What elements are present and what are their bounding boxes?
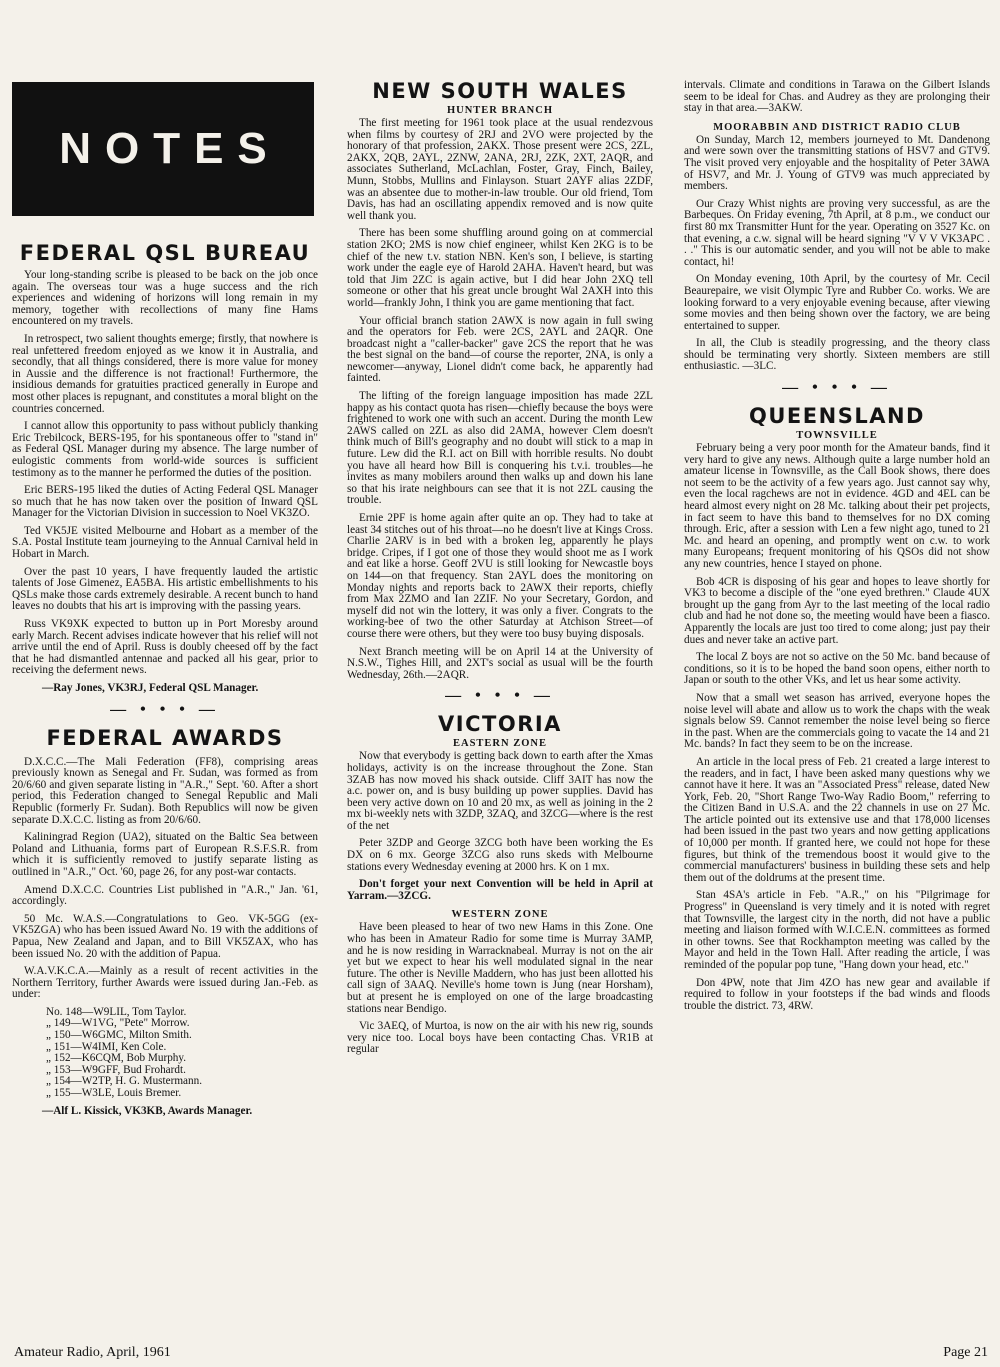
section-title: QUEENSLAND: [749, 404, 925, 429]
article-paragraph: February being a very poor month for the Amateur bands, find it very hard to give any news. Although quite a large number hold an amateur license in Townsville, as the Call Book shows, there does not seem to be the activity of a few years ago. Just cannot say why, even the local ragchews are not in evidence. 4GD and 4EL can be heard almost every night on 28 Mc. talking about their pet projects, in fact seem to have this band to themselves for no DX coming through. Eric, after a session with Len a few night ago, tuned to 21 Mc. and heard an opening, and promptly went on c.w. to work many Europeans; frequent monitoring of his QSOs did not show any new countries, hence I stayed on phone.: [684, 442, 990, 570]
list-item: „ 149—W1VG, "Pete" Morrow.: [46, 1017, 190, 1030]
section-subtitle: MOORABBIN AND DISTRICT RADIO CLUB: [713, 121, 961, 133]
article-paragraph: Bob 4CR is disposing of his gear and hopes to leave shortly for VK3 to become a disciple of the "one eyed brethren." Claude 4UX brought up the gang from Ayr to the last meeting of the local radio club and had he not done so, the meeting would have been a fiasco. Apparently the locals are just too tired to come along; just pay their dues and never take an active part.: [684, 575, 990, 646]
queensland-section: [684, 403, 990, 1012]
section-subtitle: WESTERN ZONE: [451, 909, 549, 921]
column-right: [684, 0, 990, 1018]
article-paragraph: The lifting of the foreign language imposition has made 2ZL happy as his contact quota has risen—chiefly because the boys were frightened to work one with such an accent. During the month Lew 2AWS called on 2ZL as also did 2AMA, however Clem doesn't think much of Bill's geography and no doubt will stick to a map in future. Lew did the R.I. act on Bill with horrible results. No doubt you have all heard how Bill is conquering his t.v.i. troubles—he invites as many mobilers around then walks up and down his lane so that his irate neighbours can see that it is not 2ZL causing the trouble.: [347, 390, 653, 507]
list-item: No. 148—W9LIL, Tom Taylor.: [46, 1005, 187, 1018]
article-paragraph: Have been pleased to hear of two new Hams in this Zone. One who has been in Amateur Radio for some time is Murray 3AMP, and he is now residing in Warracknabeal. Murray is not on the air yet but we expect to hear his well modulated signal in the near future. The other is Neville Maddern, who has just been allotted his call sign of 3AAQ. Neville's home town is Jung (near Horsham), but at present he is employed on one of the large broadcasting stations near Bendigo.: [347, 921, 653, 1015]
list-item: „ 151—W4IMI, Ken Cole.: [46, 1040, 167, 1053]
federal-awards-section: [12, 725, 318, 1118]
article-paragraph: Your official branch station 2AWX is now again in full swing and the operators for Feb. were 2CS, 2AYL and 2AQR. One broadcast night a "caller-backer" gave 2CS the report that he was the best signal on the band—of course the reporter, 2NA, is only a newcomer—anyway, Lionel didn't come back, he apparently had fainted.: [347, 314, 653, 385]
article-paragraph: Kaliningrad Region (UA2), situated on the Baltic Sea between Poland and Lithuania, forms part of European R.S.F.S.R. from which it is sufficiently removed to justify separate listing as outlined in "A.R.," Oct. '60, page 26, for any post-war contacts.: [12, 831, 318, 878]
federal-qsl-section: [12, 240, 318, 695]
nsw-section: [347, 78, 653, 681]
notice: Don't forget your next Convention will be held in April at Yarram.—3ZCG.: [347, 878, 653, 902]
article-paragraph: In all, the Club is steadily progressing, and the theory class should be terminating very shortly. Sixteen members are still enthusiastic. —3LC.: [684, 337, 990, 373]
article-paragraph: Ted VK5JE visited Melbourne and Hobart as a member of the S.A. Postal Institute team journeying to the Annual Carnival held in Hobart in March.: [12, 524, 318, 561]
article-paragraph: On Sunday, March 12, members journeyed to Mt. Dandenong and were sown over the transmitting stations of HSV7 and GTV9. The visit proved very enjoyable and the hospitality of Peter 3AWA of HSV7, and Mr. J. Young of GTV9 was much appreciated by members.: [684, 133, 990, 193]
article-paragraph: Ernie 2PF is home again after quite an op. They had to take at least 34 stitches out of his throat—no he doesn't live at Kings Cross. Charlie 2ARV is in bed with a broken leg, apparently he plays bridge. Cripes, if I got one of those they would shoot me as I work and eat like a horse. Geoff 2VU is still looking for Newcastle boys on 144—on that frequency. Stan 2AYL does the monitoring on Monday nights and reports back to 2AWX their reports, chiefly from Max 2ZMO and Ian 2ZIF. No your Secretary, Gordon, and myself did not win the lottery, it was only a fiver. Congrats to the working-bee of two the other Saturday at Atchison Street—of course there were others, but they were too busy buying disposals.: [347, 512, 653, 640]
article-paragraph: In retrospect, two salient thoughts emerge; firstly, that nowhere is real unfettered freedom enjoyed as we know it in Australia, and secondly, that all things considered, there is more value for money in Aussie and the difference is not fractional! Furthermore, the insidious demands for gratuities practiced generally in Europe and most other places is repugnant, and constitutes a moral blight on the countries concerned.: [12, 332, 318, 415]
article-paragraph: Now that everybody is getting back down to earth after the Xmas holidays, activity is on the increase throughout the Zone. Stan 3ZAB has now moved his shack outside. Cliff 3AIT has now the a.c. power on, and is busy building up power supplies. David has been very active down on 10 and 20 mx, as well as joining in the 2 mx bi-weekly nets with 3ZDP, 3ZAQ, and 3ZCG—where is the rest of the net: [347, 750, 653, 832]
footer-publication: Amateur Radio, April, 1961: [14, 1345, 171, 1360]
moorabbin-section: [684, 121, 990, 373]
article-paragraph: Next Branch meeting will be on April 14 at the University of N.S.W., Tighes Hill, and 2XT's social as usual will be the fourth Wednesday, 26th.—2AQR.: [347, 645, 653, 681]
column-left: [12, 0, 318, 1123]
list-item: „ 152—K6CQM, Bob Murphy.: [46, 1052, 187, 1065]
victoria-section: [347, 711, 653, 1056]
article-paragraph: An article in the local press of Feb. 21 created a large interest to the readers, and in fact, I have been asked many questions why we cannot have it here. It was an "Associated Press" release, dated New York, Feb. 20, "Short Range Two-Way Radio Boom," referring to the Citizen Band in U.S.A. and the 22 channels in use on 27 Mc. The article pointed out its extensive use and that 178,000 licenses had been issued in the past two years and now getting applications of 10,000 per month. If granted here, we could not hope for these figures, but think of the tremendous boost it would give to the commercial manufacturers' business in building these sets and help them out of the doldrums at the present time.: [684, 755, 990, 884]
list-item: „ 150—W6GMC, Milton Smith.: [46, 1029, 192, 1042]
section-title: FEDERAL QSL BUREAU: [19, 241, 311, 265]
column-middle: [347, 0, 653, 1062]
article-paragraph: Stan 4SA's article in Feb. "A.R.," on his "Pilgrimage for Progress" in Queensland is very timely and it is noted with regret that Townsville, the largest city in the north, did not have a public meeting and liaison formed with W.I.C.E.N. committees as formed in other towns. See that Rockhampton meeting was called by the Mayor and held in the Town Hall. After reading the article, I was reminded of the popular pop tune, "Hang down your head, etc.": [684, 889, 990, 971]
article-paragraph: Don 4PW, note that Jim 4ZO has new gear and available if required to follow in your footsteps if the bad winds and floods trouble the district. 73, 4RW.: [684, 976, 990, 1012]
section-title: FEDERAL AWARDS: [46, 725, 284, 750]
article-paragraph: There has been some shuffling around going on at commercial station 2KO; 2MS is now chief engineer, whilst Ken 2KG is to be chief of the new t.v. station NBN. Ken's son, I believe, is starting work under the eagle eye of Harold 2AHA. Haven't heard, but was told that Jim 2ZC is again active, but I did hear John 2XQ tell someone or other that his great uncle brought Wal 2AXH into this world—frankly John, I think you are game mentioning that fact.: [347, 227, 653, 309]
section-subtitle: HUNTER BRANCH: [446, 105, 554, 116]
article-paragraph: Peter 3ZDP and George 3ZCG both have been working the Es DX on 6 mx. George 3ZCG also runs skeds with Melbourne stations every Wednesday evening at 2000 hrs. K on 1 mx.: [347, 837, 653, 873]
article-paragraph: The local Z boys are not so active on the 50 Mc. band because of conditions, so it is to be hoped the band soon opens, either north to Japan or south to the other VKs, and let us hear some activity.: [684, 651, 990, 687]
article-paragraph: Amend D.X.C.C. Countries List published in "A.R.," Jan. '61, accordingly.: [12, 883, 318, 908]
section-separator: — • • • —: [782, 379, 892, 397]
section-subtitle: EASTERN ZONE: [453, 738, 547, 750]
section-title: VICTORIA: [438, 712, 562, 737]
article-paragraph: On Monday evening, 10th April, by the courtesy of Mr. Cecil Beaurepaire, we visit Olympic Tyre and Rubber Co. works. We are looking forward to a very enjoyable evening because, after viewing some movies and then being shown over the factory, we are being entertained to supper.: [684, 273, 990, 332]
awards-list: [12, 1007, 318, 1100]
article-paragraph: W.A.V.K.C.A.—Mainly as a result of recent activities in the Northern Territory, further Awards were issued during Jan.-Feb. as under:: [12, 965, 318, 1001]
article-paragraph: Your long-standing scribe is pleased to be back on the job once again. The overseas tour was a huge success and the rich experiences and widening of horizons will long remain in my memory, together with recollections of many fine Hams encountered on my travels.: [12, 269, 318, 328]
list-item: „ 153—W9GFF, Bud Frohardt.: [46, 1063, 186, 1076]
article-paragraph: D.X.C.C.—The Mali Federation (FF8), comprising areas previously known as Senegal and Fr. Sudan, was formed as from 20/6/60 and given separate listing in "A.R.," Sept. '60. After a short period, this Federation changed to Senegal Republic and Mali Republic (formerly Fr. Sudan). Both Republics will now be given separate D.X.C.C. listing as from 20/6/60.: [12, 755, 318, 826]
footer-page-number: Page 21: [943, 1345, 988, 1360]
article-paragraph: Eric BERS-195 liked the duties of Acting Federal QSL Manager so much that he has now taken over the position of Inward QSL Manager for the Victorian Division in succession to Noel VK3ZO.: [12, 484, 318, 520]
article-paragraph: intervals. Climate and conditions in Tarawa on the Gilbert Islands seem to be ideal for Chas. and Audrey as they are prolonging their stay in that area.—3AKW.: [684, 79, 990, 115]
list-item: „ 155—W3LE, Louis Bremer.: [46, 1087, 182, 1100]
article-paragraph: Our Crazy Whist nights are proving very successful, as are the Barbeques. On Friday evening, 7th April, at 8 p.m., we conduct our first 80 mx Transmitter Hunt for the year. Operating on 3527 Kc. on that evening, a c.w. signal will be heard signing "V V V VK3APC . . ." This is our automatic sender, and you will not be able to make contact, hi!: [684, 197, 990, 268]
article-paragraph: 50 Mc. W.A.S.—Congratulations to Geo. VK-5GG (ex-VK5ZGA) who has been issued Award No. 19 with the additions of Papua, New Zealand and Japan, and to Bill VK5ZAX, who has been issued No. 20 with the addition of Papua.: [12, 912, 318, 960]
article-paragraph: The first meeting for 1961 took place at the usual rendezvous when films by courtesy of 2RJ and 2VO were projected by the honorary of that profession, 2AKX. Those present were 2CS, 2ZL, 2AKX, 2QB, 2AYL, 2ZNW, 2ANA, 2RJ, 2ZK, 2XT, 2AQR, and associates Sutherland, McLachlan, Foster, Gray, Finch, Bailey, Munn, Stobbs, Mullins and Finlayson. Stuart 2AYF alias 2ZDF, was an absentee due to mother-in-law trouble. Our old friend, Tom Davis, has had an oscillating appendix removed and is now quite well thank you.: [347, 117, 653, 222]
signature: —Ray Jones, VK3RJ, Federal QSL Manager.: [42, 682, 259, 694]
section-separator: — • • • —: [445, 687, 555, 705]
article-paragraph: Vic 3AEQ, of Murtoa, is now on the air with his new rig, sounds very nice too. Local boys have been contacting Chas. VR1B at regular: [347, 1020, 653, 1056]
article-paragraph: Over the past 10 years, I have frequently lauded the artistic talents of Jose Gimenez, EA5BA. His artistic embellishments to his QSLs make those cards extremely desirable. A recent bunch to hand leaves no doubts that his art is improving with the passing years.: [12, 565, 318, 613]
section-subtitle: TOWNSVILLE: [796, 430, 878, 442]
list-item: „ 154—W2TP, H. G. Mustermann.: [46, 1075, 202, 1088]
article-paragraph: Now that a small wet season has arrived, everyone hopes the noise level will abate and allow us to work the chaps with the weak signals below S9. Cannot remember the noise level being so fierce in the past. When are the commercials going to vacate the 14 and 21 Mc. bands? In fact they seem to be on the increase.: [684, 691, 990, 751]
article-paragraph: I cannot allow this opportunity to pass without publicly thanking Eric Trebilcock, BERS-195, for his spontaneous offer to "stand in" as Federal QSL Manager during my absence. The large number of eulogistic comments from world-wide sources is sufficient testimony as to the manner he performed the duties of the position.: [12, 420, 318, 479]
section-separator: — • • • —: [110, 700, 220, 718]
article-paragraph: Russ VK9XK expected to button up in Port Moresby around early March. Recent advises indicate however that his relief will not arrive until the end of April. Russ is doubly cheesed off by the fact that he had dismantled antennae and packed all his gear, prior to receiving the deferment news.: [12, 618, 318, 677]
signature: —Alf L. Kissick, VK3KB, Awards Manager.: [42, 1104, 253, 1117]
notes-banner: NOTES: [12, 82, 314, 216]
section-title: NEW SOUTH WALES: [372, 79, 628, 103]
